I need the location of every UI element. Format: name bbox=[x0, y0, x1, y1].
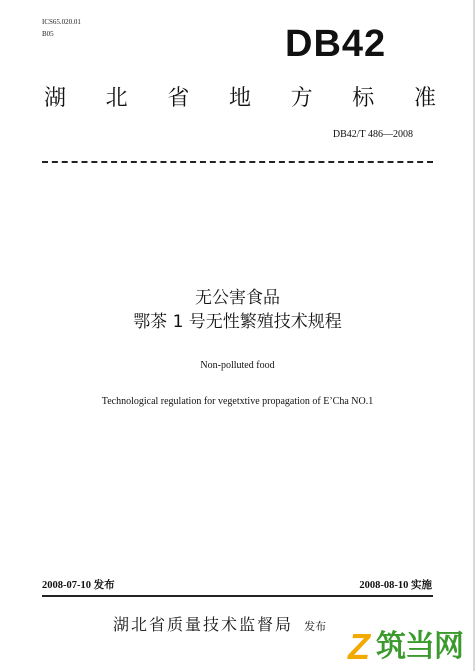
title-en-line2: Technological regulation for vegetxtive propagation of E’Cha NO.1 bbox=[101, 396, 374, 407]
standard-type-char: 省 bbox=[167, 86, 190, 111]
issuer-organization: 湖北省质量技术监督局 bbox=[113, 615, 294, 634]
standard-type-heading bbox=[44, 86, 436, 112]
implementation-date bbox=[359, 577, 432, 592]
title-chinese bbox=[0, 286, 475, 334]
bottom-divider bbox=[42, 595, 433, 597]
standard-type-char: 北 bbox=[105, 86, 128, 111]
watermark-logo-icon: Z bbox=[348, 626, 370, 667]
issuing-authority bbox=[113, 612, 326, 635]
ics-code: ICS65.020.01 bbox=[42, 18, 81, 26]
title-en-line1: Non-polluted food bbox=[200, 360, 275, 371]
title-cn-line1: 无公害食品 bbox=[195, 288, 280, 308]
implementation-date-value: 2008-08-10 bbox=[359, 580, 409, 591]
standard-type-char: 湖 bbox=[44, 86, 67, 111]
top-divider bbox=[42, 161, 433, 163]
issue-date-value: 2008-07-10 bbox=[42, 580, 91, 591]
issuer-action: 发布 bbox=[304, 620, 327, 633]
standard-number: DB42/T 486—2008 bbox=[332, 129, 413, 140]
ccs-code: B05 bbox=[42, 30, 54, 38]
title-cn-line2: 鄂茶 1 号无性繁殖技术规程 bbox=[133, 312, 342, 332]
standard-type-char: 准 bbox=[413, 86, 436, 111]
implementation-date-label: 实施 bbox=[411, 580, 432, 591]
issue-date-label: 发布 bbox=[93, 580, 115, 591]
standard-prefix: DB42 bbox=[285, 23, 387, 65]
watermark-text: 筑当网 bbox=[376, 629, 463, 664]
issue-date bbox=[42, 577, 115, 592]
standard-type-char: 方 bbox=[290, 86, 313, 111]
standard-type-char: 标 bbox=[352, 86, 375, 111]
site-watermark bbox=[340, 626, 472, 668]
standard-type-char: 地 bbox=[228, 86, 251, 111]
